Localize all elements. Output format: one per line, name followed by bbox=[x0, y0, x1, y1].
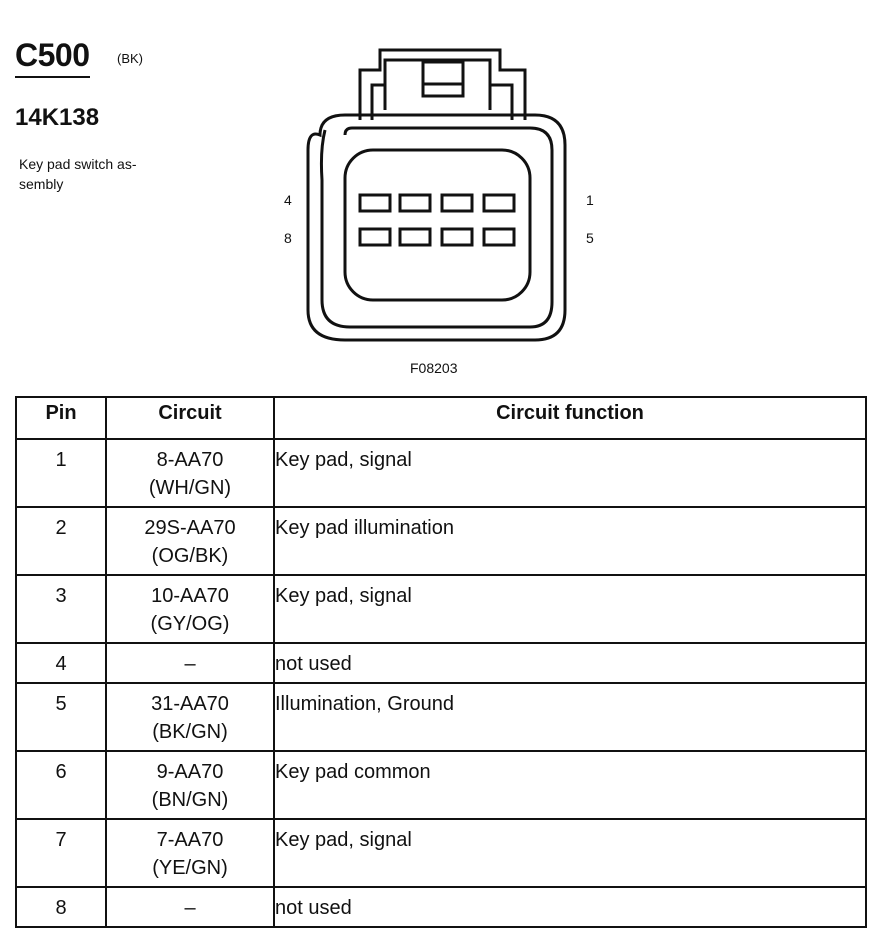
circuit-function: Key pad, signal bbox=[274, 439, 866, 507]
description-line-2: sembly bbox=[19, 176, 64, 192]
pin-number: 2 bbox=[16, 507, 106, 575]
pin-label-1: 1 bbox=[586, 192, 594, 208]
circuit-number: 10-AA70 bbox=[151, 585, 229, 607]
circuit-function: not used bbox=[274, 643, 866, 683]
circuit-function: Key pad common bbox=[274, 751, 866, 819]
table-row bbox=[16, 819, 866, 887]
pin-number: 3 bbox=[16, 575, 106, 643]
circuit-cell bbox=[106, 819, 274, 887]
pin-number: 8 bbox=[16, 887, 106, 927]
table-row bbox=[16, 575, 866, 643]
header-circuit: Circuit bbox=[106, 397, 274, 439]
pin-number: 5 bbox=[16, 683, 106, 751]
circuit-function: Key pad, signal bbox=[274, 575, 866, 643]
circuit-cell bbox=[106, 751, 274, 819]
circuit-number: – bbox=[184, 897, 196, 919]
header-function: Circuit function bbox=[274, 397, 866, 439]
circuit-cell bbox=[106, 887, 274, 927]
figure-id: F08203 bbox=[410, 360, 458, 376]
part-number: 14K138 bbox=[15, 104, 100, 131]
circuit-number: 8-AA70 bbox=[156, 449, 224, 471]
pin-label-8: 8 bbox=[284, 230, 292, 246]
circuit-cell bbox=[106, 507, 274, 575]
wire-color: (BN/GN) bbox=[151, 789, 229, 811]
table-header-row bbox=[16, 397, 866, 439]
connector-face-drawing bbox=[290, 40, 590, 350]
pinout-table bbox=[15, 396, 867, 928]
table-row bbox=[16, 751, 866, 819]
pin-number: 4 bbox=[16, 643, 106, 683]
circuit-number: 29S-AA70 bbox=[144, 517, 236, 539]
circuit-function: not used bbox=[274, 887, 866, 927]
circuit-function: Illumination, Ground bbox=[274, 683, 866, 751]
table-row bbox=[16, 683, 866, 751]
pin-label-4: 4 bbox=[284, 192, 292, 208]
circuit-number: 31-AA70 bbox=[151, 693, 229, 715]
header-pin: Pin bbox=[16, 397, 106, 439]
table-row bbox=[16, 507, 866, 575]
pin-label-5: 5 bbox=[586, 230, 594, 246]
wire-color: (BK/GN) bbox=[152, 721, 228, 743]
pin-number: 7 bbox=[16, 819, 106, 887]
connector-description bbox=[19, 154, 179, 194]
connector-color: (BK) bbox=[117, 51, 143, 66]
wire-color: (OG/BK) bbox=[151, 545, 229, 567]
table-row bbox=[16, 439, 866, 507]
circuit-function: Key pad, signal bbox=[274, 819, 866, 887]
wire-color: (WH/GN) bbox=[148, 477, 232, 499]
table-row bbox=[16, 643, 866, 683]
pin-number: 6 bbox=[16, 751, 106, 819]
circuit-cell bbox=[106, 683, 274, 751]
wire-color: (YE/GN) bbox=[152, 857, 228, 879]
circuit-cell bbox=[106, 575, 274, 643]
circuit-number: 7-AA70 bbox=[156, 829, 224, 851]
description-line-1: Key pad switch as- bbox=[19, 156, 137, 172]
circuit-function: Key pad illumination bbox=[274, 507, 866, 575]
circuit-cell bbox=[106, 439, 274, 507]
circuit-number: – bbox=[184, 653, 196, 675]
wire-color: (GY/OG) bbox=[150, 613, 230, 635]
circuit-cell bbox=[106, 643, 274, 683]
connector-id: C500 bbox=[15, 36, 90, 78]
pin-number: 1 bbox=[16, 439, 106, 507]
table-row bbox=[16, 887, 866, 927]
circuit-number: 9-AA70 bbox=[156, 761, 224, 783]
